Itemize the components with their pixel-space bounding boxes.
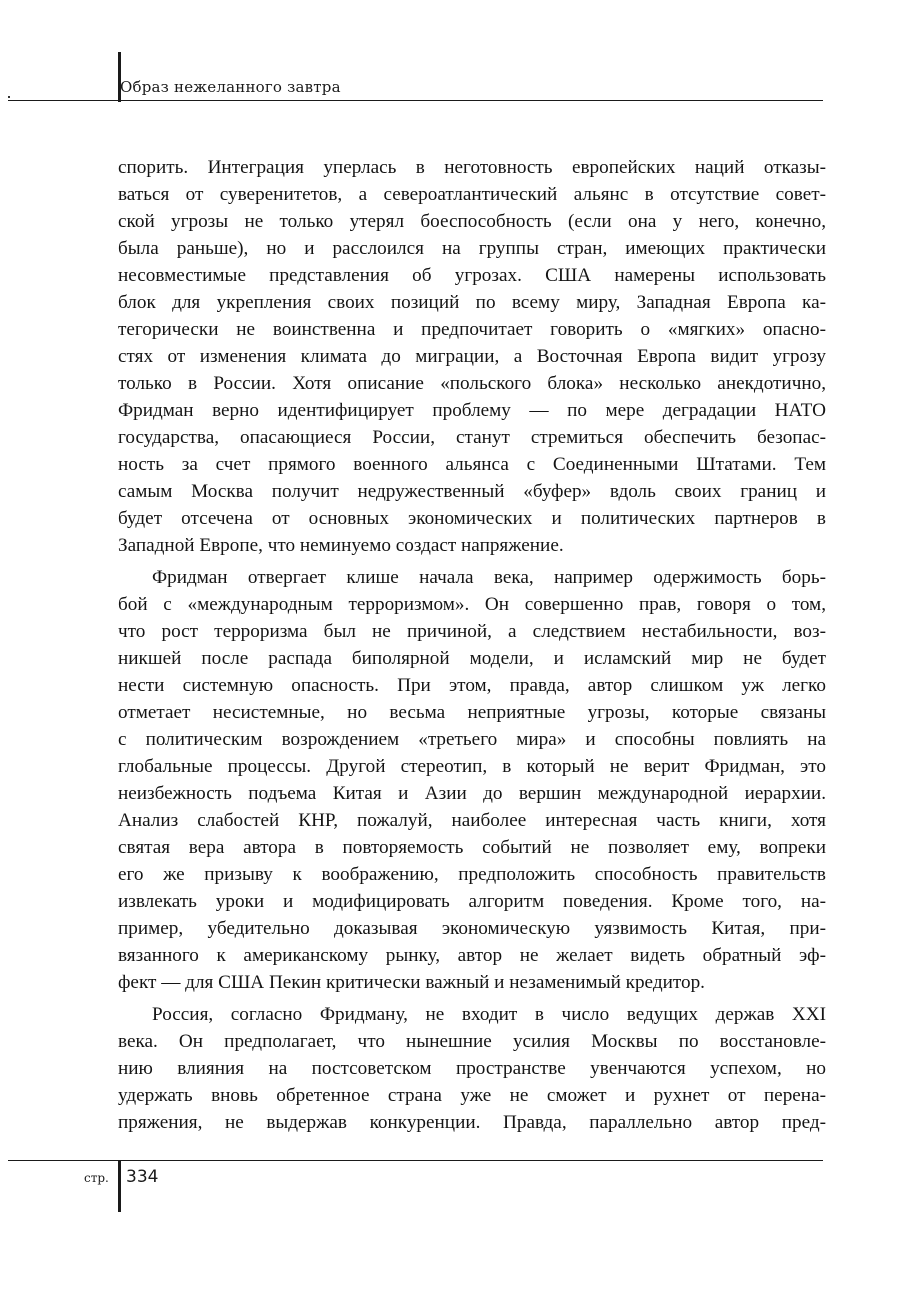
body-text (118, 154, 826, 1136)
scan-speck (8, 96, 10, 98)
page-number: 334 (126, 1167, 159, 1187)
text-line: пряжения, не выдержав конкуренции. Правда, параллельно автор пред- (118, 1112, 826, 1133)
text-line: отметает несистемные, но весьма неприятные угрозы, которые связаны (118, 702, 826, 723)
text-line: только в России. Хотя описание «польского блока» несколько анекдотично, (118, 373, 826, 394)
text-line: стях от изменения климата до миграции, а Восточная Европа видит угрозу (118, 346, 826, 367)
text-line: ваться от суверенитетов, а североатлантический альянс в отсутствие совет- (118, 184, 826, 205)
text-line: святая вера автора в повторяемость событий не позволяет ему, вопреки (118, 837, 826, 858)
text-line: века. Он предполагает, что нынешние усилия Москвы по восстановле- (118, 1031, 826, 1052)
text-line: глобальные процессы. Другой стереотип, в который не верит Фридман, это (118, 756, 826, 777)
footer-vertical-rule (118, 1160, 121, 1212)
header-rule (8, 100, 823, 101)
text-line: удержать вновь обретенное страна уже не сможет и рухнет от перена- (118, 1085, 826, 1106)
text-line: будет отсечена от основных экономических и политических партнеров в (118, 508, 826, 529)
text-line: вязанного к американскому рынку, автор не желает видеть обратный эф- (118, 945, 826, 966)
text-line: Россия, согласно Фридману, не входит в число ведущих держав XXI (152, 1004, 826, 1025)
footer-rule (8, 1160, 823, 1161)
paragraph (118, 564, 826, 996)
text-line: нию влияния на постсоветском пространстве увенчаются успехом, но (118, 1058, 826, 1079)
text-line: была раньше), но и расслоился на группы стран, имеющих практически (118, 238, 826, 259)
text-line: несовместимые представления об угрозах. США намерены использовать (118, 265, 826, 286)
text-line: с политическим возрождением «третьего мира» и способны повлиять на (118, 729, 826, 750)
text-line: Фридман верно идентифицирует проблему — по мере деградации НАТО (118, 400, 826, 421)
text-line: его же призыву к воображению, предположить способность правительств (118, 864, 826, 885)
text-line: бой с «международным терроризмом». Он совершенно прав, говоря о том, (118, 594, 826, 615)
paragraph (118, 1001, 826, 1136)
text-line: никшей после распада биполярной модели, и исламский мир не будет (118, 648, 826, 669)
text-line: пример, убедительно доказывая экономическую уязвимость Китая, при- (118, 918, 826, 939)
text-line: Анализ слабостей КНР, пожалуй, наиболее интересная часть книги, хотя (118, 810, 826, 831)
text-line: Фридман отвергает клише начала века, например одержимость борь- (152, 567, 826, 588)
page-label: стр. (84, 1171, 109, 1185)
text-line: блок для укрепления своих позиций по всему миру, Западная Европа ка- (118, 292, 826, 313)
paragraph (118, 154, 826, 559)
text-line: самым Москва получит недружественный «буфер» вдоль своих границ и (118, 481, 826, 502)
text-line: государства, опасающиеся России, станут стремиться обеспечить безопас- (118, 427, 826, 448)
text-line: фект — для США Пекин критически важный и незаменимый кредитор. (118, 972, 705, 993)
text-line: неизбежность подъема Китая и Азии до вершин международной иерархии. (118, 783, 826, 804)
text-line: тегорически не воинственна и предпочитает говорить о «мягких» опасно- (118, 319, 826, 340)
text-line: ность за счет прямого военного альянса с Соединенными Штатами. Тем (118, 454, 826, 475)
text-line: спорить. Интеграция уперлась в неготовность европейских наций отказы- (118, 157, 826, 178)
text-line: что рост терроризма был не причиной, а следствием нестабильности, воз- (118, 621, 826, 642)
text-line: Западной Европе, что неминуемо создаст напряжение. (118, 535, 564, 556)
running-title: Образ нежеланного завтра (120, 78, 341, 96)
text-line: нести системную опасность. При этом, правда, автор слишком уж легко (118, 675, 826, 696)
text-line: извлекать уроки и модифицировать алгоритм поведения. Кроме того, на- (118, 891, 826, 912)
text-line: ской угрозы не только утерял боеспособность (если она у него, конечно, (118, 211, 826, 232)
